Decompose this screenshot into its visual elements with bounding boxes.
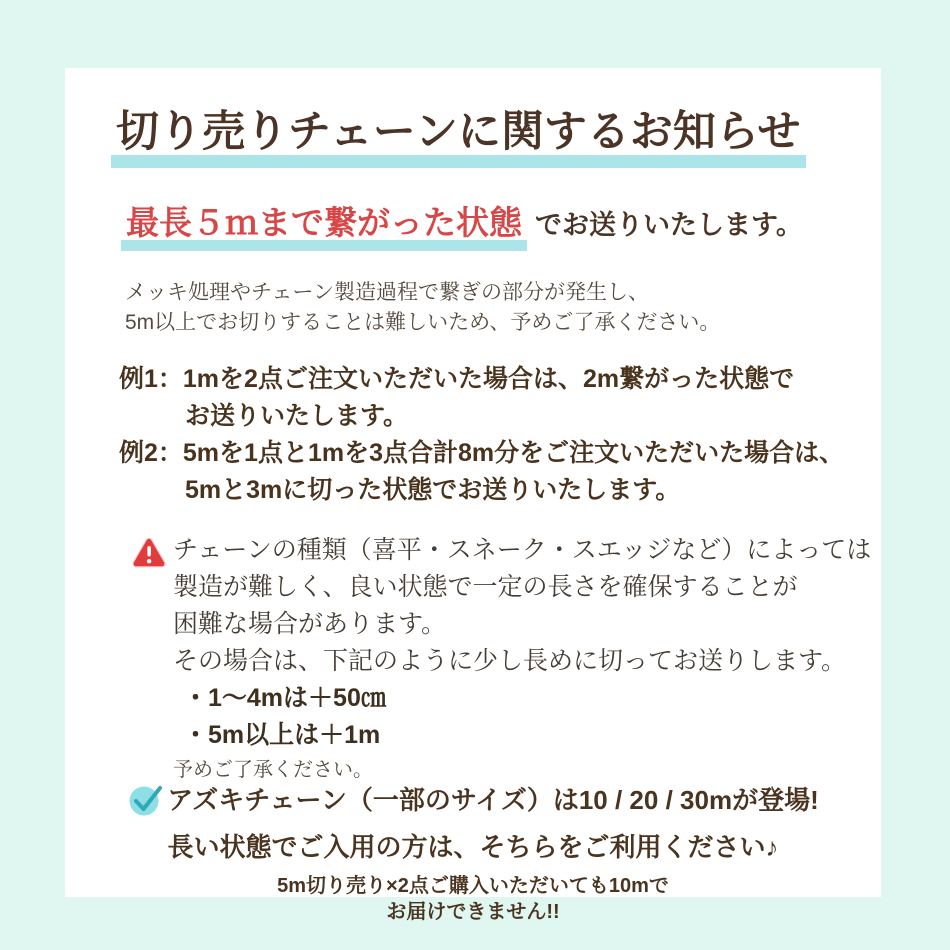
example-text: 5mを1点と1mを3点合計8m分をご注文いただいた場合は、 <box>182 439 845 467</box>
example-label: 例2： <box>119 439 183 467</box>
promo-note-line: お届けできません!! <box>386 901 560 923</box>
example-continuation: 5mと3mに切った状態でお送りいたします。 <box>185 476 681 504</box>
intro-line: メッキ処理やチェーン製造過程で繋ぎの部分が発生し、 <box>125 281 649 304</box>
promo-block <box>65 780 881 925</box>
warning-line: チェーンの種類（喜平・スネーク・スエッジなど）によっては <box>173 536 872 564</box>
promo-headline-text: アズキチェーン（一部のサイズ）は10 / 20 / 30mが登場! <box>167 785 819 815</box>
check-circle-icon <box>127 780 165 818</box>
promo-note-line: 5m切り売り×2点ご購入いただいても10mで <box>277 875 669 897</box>
warning-line: その場合は、下記のように少し長めに切ってお送りします。 <box>173 647 847 675</box>
example-row <box>119 435 844 472</box>
subtitle <box>121 197 803 251</box>
warning-triangle-icon <box>131 537 167 569</box>
promo-note <box>65 873 881 925</box>
page-title-text: 切り売りチェーンに関するお知らせ <box>111 98 806 168</box>
subtitle-highlight: 最長５ｍまで繋がった状態 <box>121 197 527 251</box>
notice-card <box>65 68 881 923</box>
intro-line: 5m以上でお切りすることは難しいため、予めご了承ください。 <box>125 311 721 334</box>
subtitle-rest: でお送りいたします。 <box>535 210 803 240</box>
page-title <box>111 98 806 168</box>
examples-block <box>119 361 844 509</box>
warning-bullet: ・5m以上は＋1m <box>183 721 381 749</box>
example-row <box>119 361 844 398</box>
example-text: 1mを2点ご注文いただいた場合は、2m繋がった状態で <box>182 365 795 393</box>
warning-block <box>173 532 871 786</box>
warning-bullet: ・1〜4mは＋50㎝ <box>183 684 386 712</box>
promo-headline <box>65 780 881 818</box>
warning-line: 製造が難しく、良い状態で一定の長さを確保することが <box>173 573 798 601</box>
promo-subline: 長い状態でご入用の方は、そちらをご利用ください♪ <box>167 832 779 862</box>
example-label: 例1： <box>119 365 183 393</box>
intro-paragraph <box>125 278 720 338</box>
warning-note: 予めご了承ください。 <box>173 759 373 781</box>
example-continuation: お送りいたします。 <box>185 402 409 430</box>
warning-line: 困難な場合があります。 <box>173 610 447 638</box>
